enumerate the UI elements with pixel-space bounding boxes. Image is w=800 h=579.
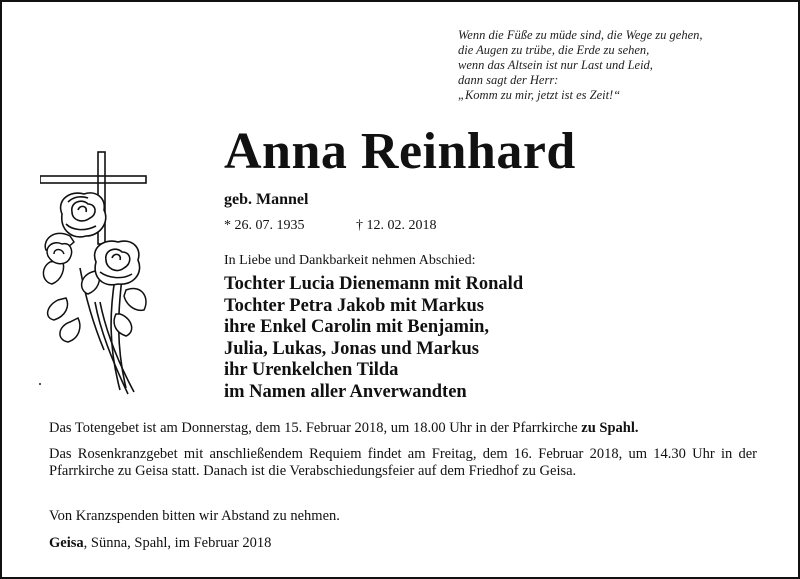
- life-dates: [224, 217, 437, 235]
- mourner-line: Tochter Lucia Dienemann mit Ronald: [224, 274, 524, 294]
- poem-line: dann sagt der Herr:: [458, 73, 559, 87]
- rosary-notice: Das Rosenkranzgebet mit anschließendem Requiem findet am Freitag, dem 16. Februar 2018, um 14.30 Uhr in der Pfarrkirche zu Geisa statt. Danach ist die Verabschiedungsfeier auf dem Friedhof zu Geisa.: [49, 446, 757, 479]
- signature-place: Geisa: [49, 535, 84, 551]
- signature-line: [49, 535, 757, 552]
- poem-line: die Augen zu trübe, die Erde zu sehen,: [458, 43, 650, 57]
- poem-line: wenn das Altsein ist nur Last und Leid,: [458, 58, 653, 72]
- prayer-notice: [49, 420, 757, 437]
- farewell-intro: In Liebe und Dankbarkeit nehmen Abschied:: [224, 253, 476, 268]
- poem: [458, 28, 788, 103]
- prayer-place: zu Spahl.: [581, 420, 639, 436]
- mourner-line: Tochter Petra Jakob mit Markus: [224, 295, 485, 316]
- mourner-line: ihr Urenkelchen Tilda: [224, 360, 399, 381]
- poem-line: „Komm zu mir, jetzt ist es Zeit!“: [458, 88, 621, 102]
- prayer-text: Das Totengebet ist am Donnerstag, dem 15. Februar 2018, um 18.00 Uhr in der Pfarrkirche: [49, 420, 578, 436]
- mourner-line: ihre Enkel Carolin mit Benjamin,: [224, 317, 490, 338]
- print-mark: [39, 383, 41, 385]
- wreath-notice: Von Kranzspenden bitten wir Abstand zu nehmen.: [49, 508, 340, 524]
- deceased-name: Anna Reinhard: [224, 123, 576, 180]
- mourners-list: [224, 274, 523, 404]
- mourner-line: im Namen aller Anverwandten: [224, 381, 467, 402]
- signature-rest: , Sünna, Spahl, im Februar 2018: [83, 535, 272, 551]
- birth-date: * 26. 07. 1935: [224, 218, 305, 233]
- death-date: † 12. 02. 2018: [356, 218, 437, 233]
- poem-line: Wenn die Füße zu müde sind, die Wege zu gehen,: [458, 28, 703, 42]
- birth-name: geb. Mannel: [224, 191, 309, 208]
- cross-with-roses-icon: [40, 150, 152, 398]
- mourner-line: Julia, Lukas, Jonas und Markus: [224, 338, 479, 359]
